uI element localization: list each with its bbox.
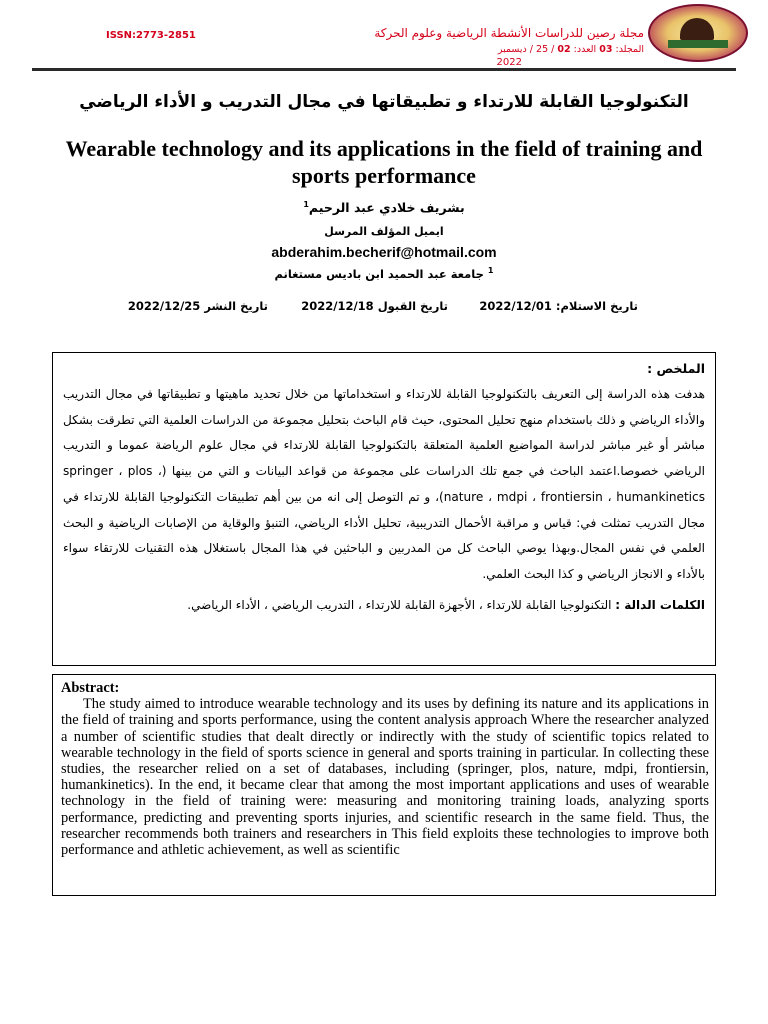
arabic-abstract-box <box>52 352 716 666</box>
issue-year: 2022 <box>496 57 522 68</box>
university-affiliation-mark: 1 <box>487 266 494 275</box>
author-email[interactable]: abderahim.becherif@hotmail.com <box>271 244 497 260</box>
english-abstract-box <box>52 674 716 896</box>
arabic-title: التكنولوجيا القابلة للارتداء و تطبيقاتها في مجال التدريب و الأداء الرياضي <box>79 92 689 112</box>
page-header <box>0 0 768 74</box>
author-affiliation-mark: 1 <box>303 200 309 209</box>
arabic-abstract-label: الملخص : <box>647 361 705 376</box>
journal-info <box>224 26 644 68</box>
english-title: Wearable technology and its applications in the field of training and sports performance <box>65 136 703 188</box>
journal-name: مجلة رصين للدراسات الأنشطة الرياضية وعلوم الحركة <box>374 26 644 40</box>
author-name-line <box>0 200 768 215</box>
arabic-keywords <box>63 598 705 612</box>
keywords-list: التكنولوجيا القابلة للارتداء ، الأجهزة القابلة للارتداء ، التدريب الرياضي ، الأداء الرياضي. <box>187 597 612 612</box>
university-name: جامعة عبد الحميد ابن باديس مستغانم <box>274 266 484 281</box>
corresponding-email-label: ايميل المؤلف المرسل <box>324 225 444 238</box>
issue-date: 25 / ديسمبر <box>497 44 549 55</box>
accepted-date: تاريخ القبول 2022/12/18 <box>301 299 448 313</box>
issn-number: ISSN:2773-2851 <box>106 30 196 41</box>
keywords-label: الكلمات الدالة : <box>615 597 705 612</box>
header-divider <box>32 68 736 71</box>
issue-number: 02 <box>557 44 571 55</box>
author-name: بشريف خلادي عبد الرحيم <box>308 200 465 216</box>
english-abstract-body: The study aimed to introduce wearable technology and its uses by defining its nature and its applications in the field of training and sports performance, using the content analysis approach Where the researcher analyzed a number of scientific studies that dealt directly or indirectly with the study of scientific topics related to wearable technology in the field of sports science in general and sports training in particular. In collecting these studies, the researcher relied on a set of databases, including (springer, plos, nature, mdpi, frontiersin, humankinetics). In the end, it became clear that among the most important applications and uses of wearable technology in the field of training were: measuring and monitoring training loads, analyzing sports performance, predicting and preventing sports injuries, and scientific research in the same field. Thus, the researcher recommends both trainers and researchers in This field exploits these technologies to improve both performance and athletic achievement, as well as scientific <box>61 696 709 859</box>
university-line <box>0 266 768 281</box>
received-date: تاريخ الاستلام: 2022/12/01 <box>479 299 638 313</box>
publication-dates <box>128 299 638 317</box>
issue-label: العدد: <box>573 44 597 55</box>
volume-number: 03 <box>599 44 613 55</box>
volume-label: المجلد: <box>615 44 644 55</box>
arabic-abstract-body: هدفت هذه الدراسة إلى التعريف بالتكنولوجيا القابلة للارتداء و استخداماتها من خلال تحديد ماهيتها و تطبيقاتها في مجال التدريب والأداء الرياضي و ذلك باستخدام منهج تحليل المحتوى، حيث قام الباحث بتحليل مجموعة من الدراسات العلمية التي تطرقت بشكل مباشر أو غير مباشر لدراسة المواضيع العلمية المتعلقة بالتكنولوجيا القابلة للارتداء في مجال علوم الرياضة عموما و التدريب الرياضي خصوصا.اعتمد الباحث في جمع تلك الدراسات على مجموعة من قواعد البيانات و التي من بينها (springer ، plos ، nature ، mdpi ، frontiersin ، humankinetics)، و تم التوصل إلى انه من بين أهم تطبيقات التكنولوجيا القابلة للارتداء في مجال التدريب تمثلت في: قياس و مراقبة الأحمال التدريبية، تحليل الأداء الرياضي، التنبؤ والوقاية من الإصابات الرياضية و البحث العلمي في نفس المجال.وبهذا يوصي الباحث كل من المدربين و الباحثين في هذا المجال باستغلال هذه التقنيات للارتقاء سواء بالأداء و الانجاز الرياضي و كذا البحث العلمي. <box>63 387 706 581</box>
journal-logo-icon <box>648 4 748 62</box>
published-date: تاريخ النشر 2022/12/25 <box>127 299 268 313</box>
english-abstract-label: Abstract: <box>61 680 120 696</box>
journal-volume-issue: المجلد: 03 العدد: 02 / 25 / ديسمبر <box>497 44 644 55</box>
